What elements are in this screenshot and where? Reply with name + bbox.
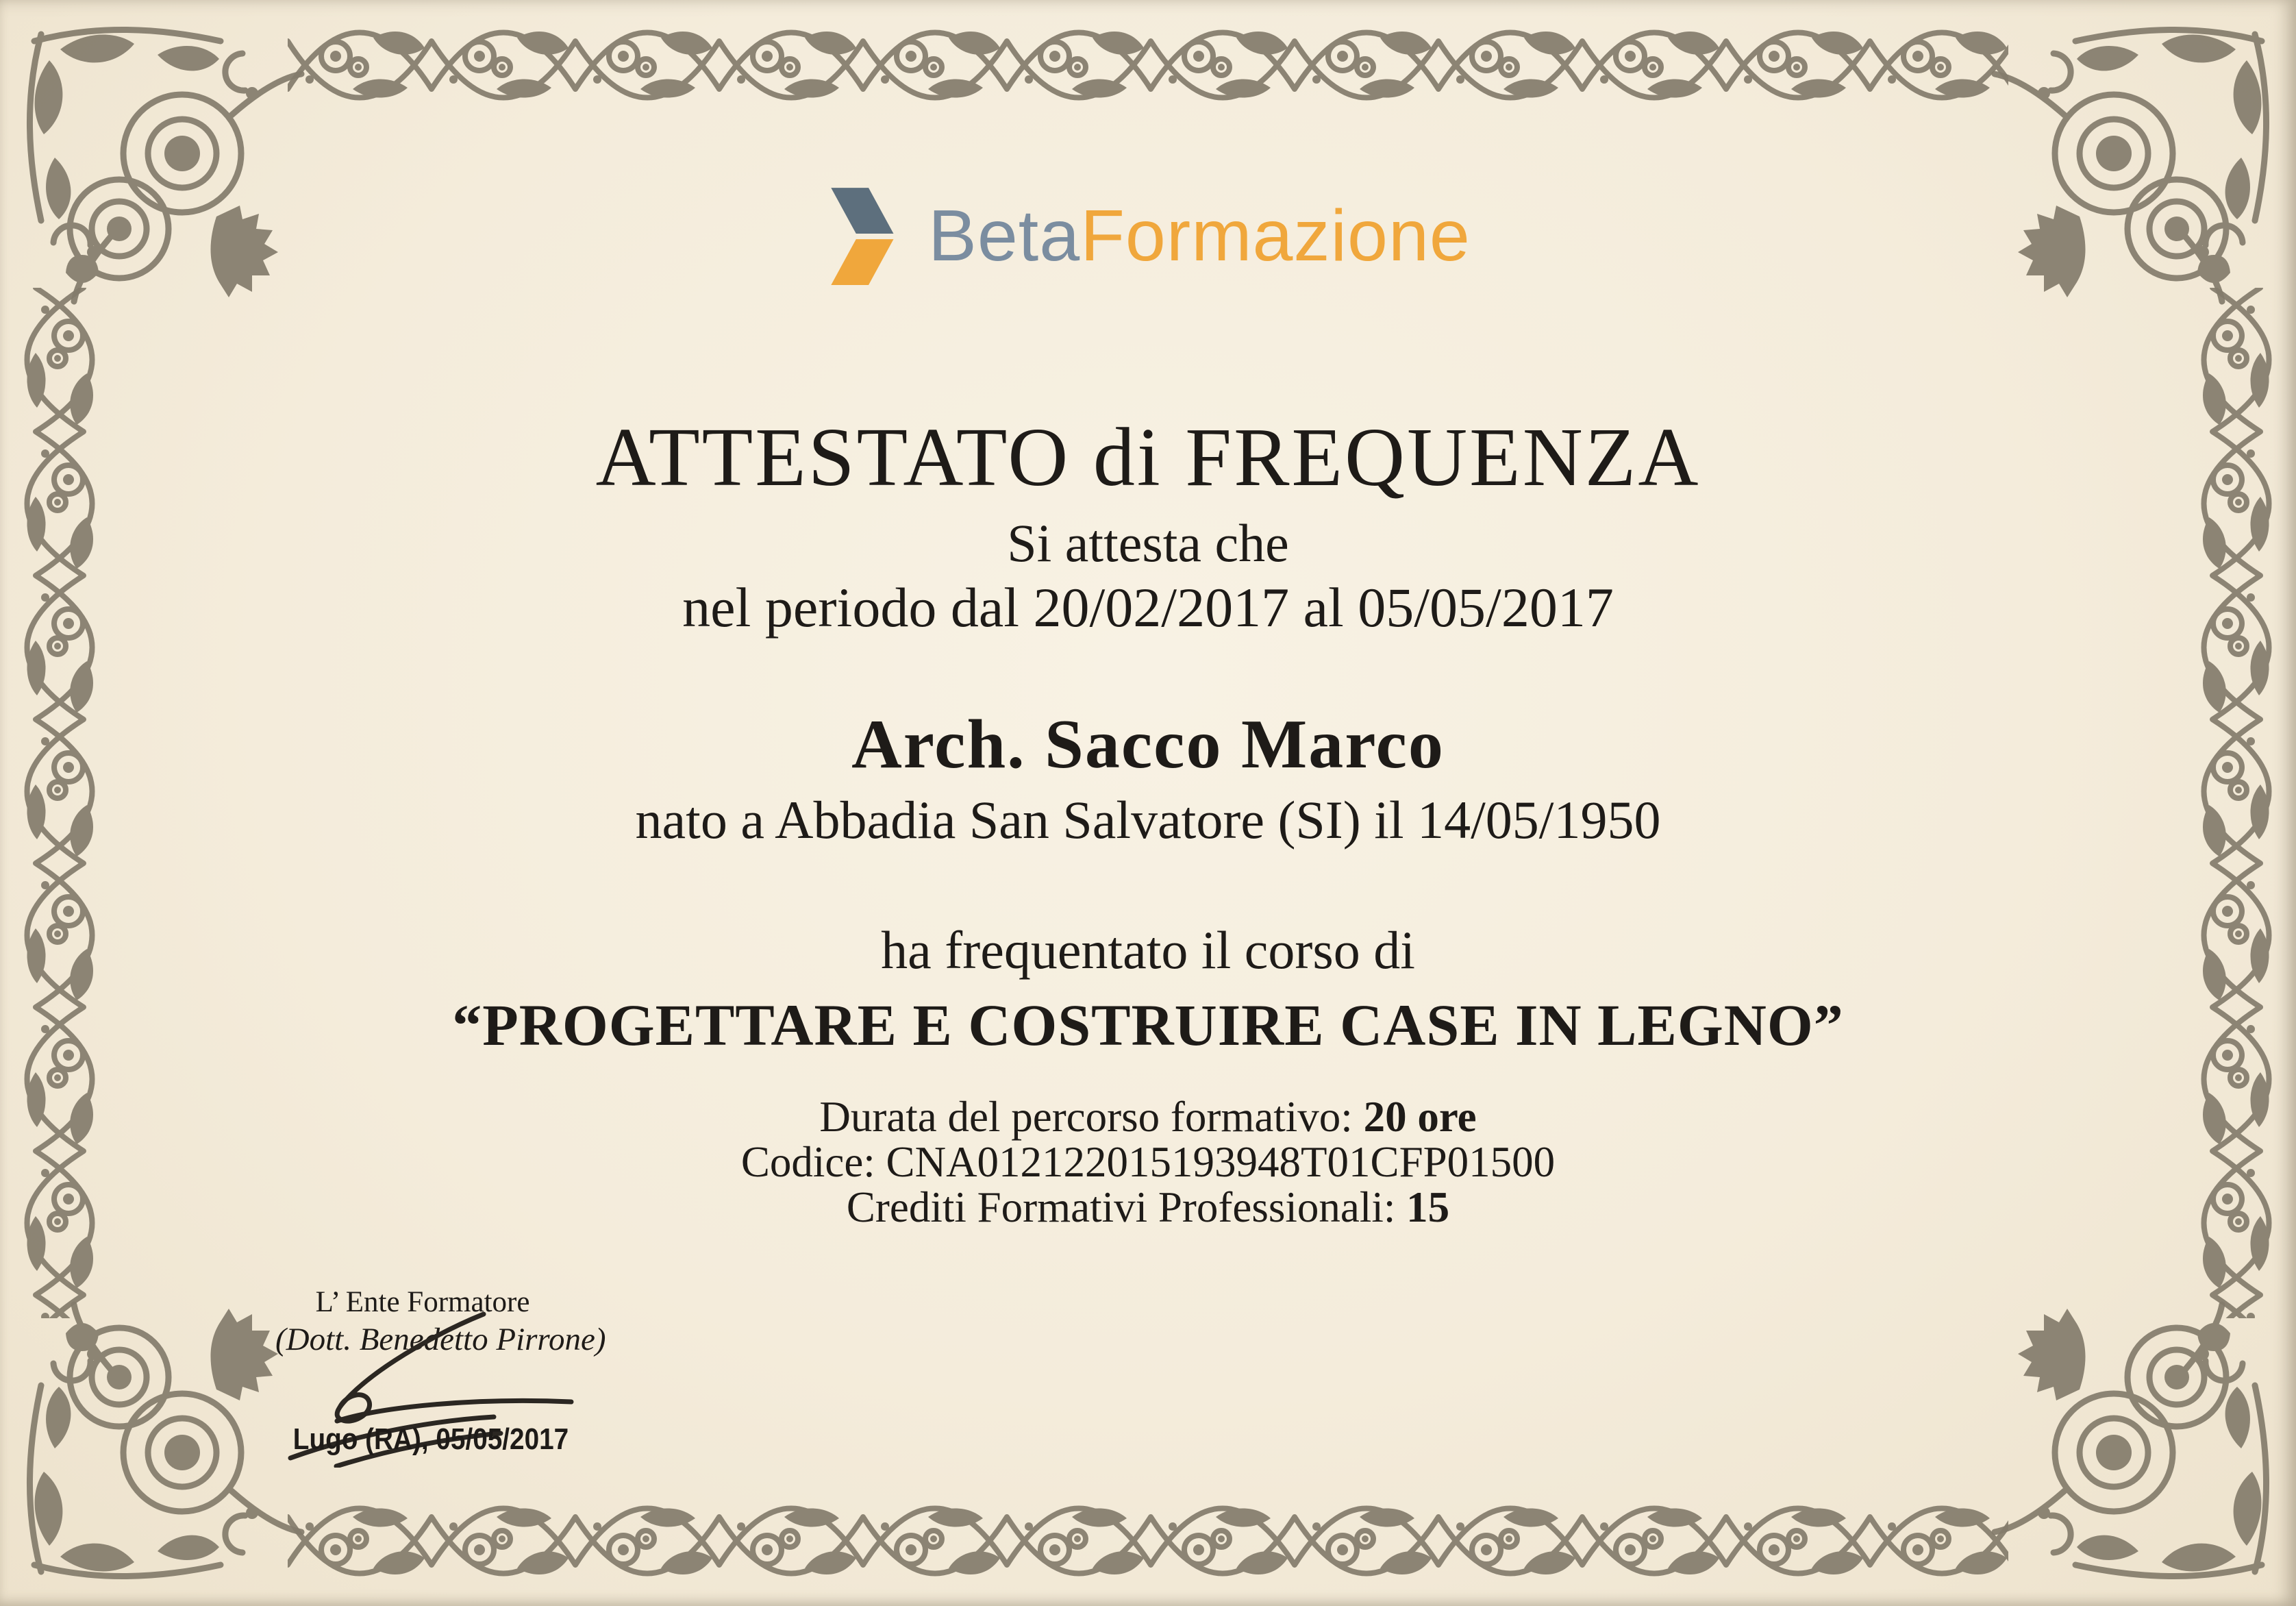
credits-value: 15 [1406, 1183, 1450, 1231]
period-line: nel periodo dal 20/02/2017 al 05/05/2017 [682, 576, 1614, 639]
certificate-title: ATTESTATO di FREQUENZA [595, 411, 1701, 504]
signature-block [275, 1285, 606, 1491]
logo-formazione-text: Formazione [1080, 195, 1471, 276]
course-lead-line: ha frequentato il corso di [881, 920, 1415, 980]
duration-label: Durata del percorso formativo: [819, 1093, 1353, 1141]
credits-label: Crediti Formativi Professionali: [846, 1183, 1396, 1231]
duration-line [0, 1092, 2296, 1142]
betaformazione-logo-icon [825, 184, 909, 288]
signatory-role: L’ Ente Formatore [315, 1286, 530, 1318]
betaformazione-logo [0, 184, 2296, 288]
logo-beta-text: Beta [928, 195, 1081, 276]
holder-name: Arch. Sacco Marco [851, 706, 1445, 783]
course-title: “PROGETTARE E COSTRUIRE CASE IN LEGNO” [452, 992, 1844, 1058]
betaformazione-logo-text [928, 195, 1471, 277]
code-line [0, 1137, 2296, 1187]
attestation-line: Si attesta che [1007, 513, 1289, 573]
duration-value: 20 ore [1363, 1093, 1477, 1141]
holder-birth-line: nato a Abbadia San Salvatore (SI) il 14/05/1950 [635, 790, 1661, 850]
code-value: CNA012122015193948T01CFP01500 [886, 1138, 1556, 1186]
code-label: Codice: [740, 1138, 875, 1186]
signatory-name: (Dott. Benedetto Pirrone) [275, 1322, 606, 1357]
credits-line [0, 1183, 2296, 1233]
place-date-line: Lugo (RA), 05/05/2017 [292, 1422, 569, 1456]
